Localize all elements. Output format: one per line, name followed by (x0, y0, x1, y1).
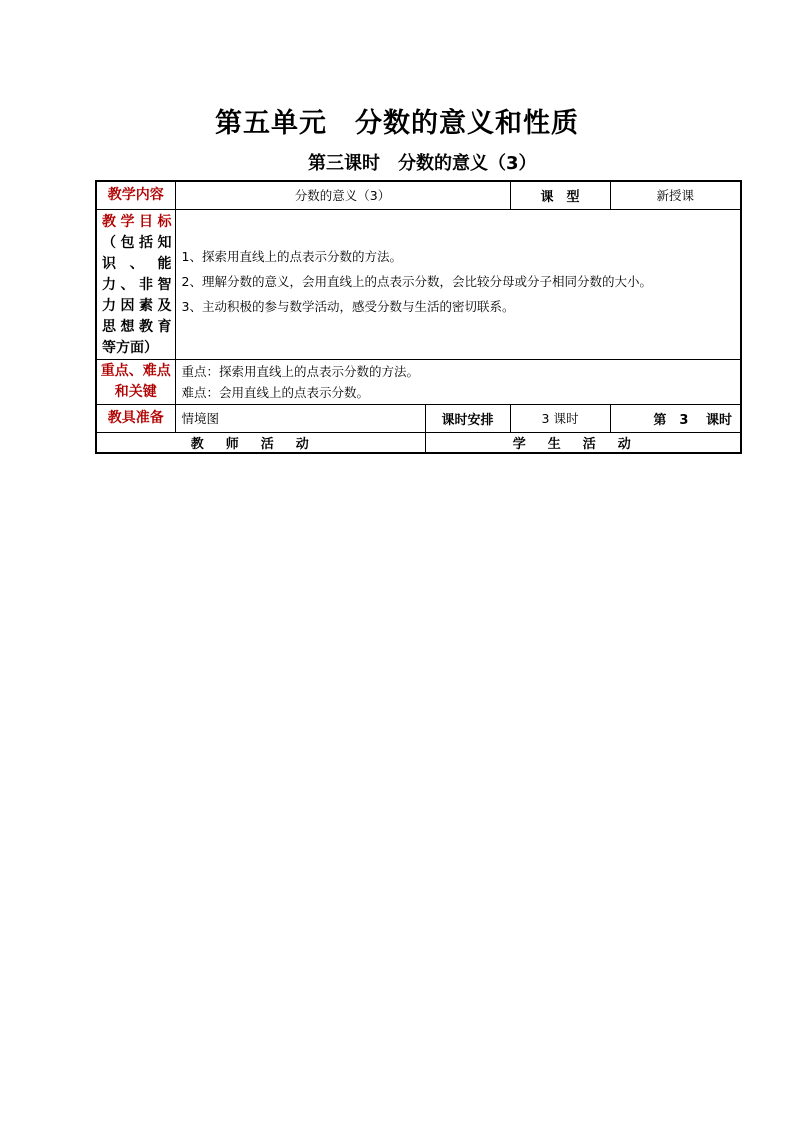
type-label: 课 型 (510, 181, 610, 209)
tools-label: 教具准备 (96, 404, 175, 432)
unit-title: 第五单元 分数的意义和性质 (215, 108, 579, 139)
goal-item: 3、主动积极的参与数学活动，感受分数与生活的密切联系。 (181, 298, 515, 314)
type-value: 新授课 (610, 181, 741, 209)
goals-row (96, 209, 741, 359)
schedule-value: 3 课时 (510, 404, 610, 432)
lesson-title: 第三课时 分数的意义（3） (308, 153, 537, 174)
tools-row (96, 404, 741, 432)
key-point: 难点：会用直线上的点表示分数。 (181, 384, 370, 400)
goals-list (175, 209, 741, 359)
teacher-activity-header: 教师活动 (96, 432, 425, 453)
content-value: 分数的意义（3） (175, 181, 510, 209)
goal-item: 2、理解分数的意义，会用直线上的点表示分数，会比较分母或分子相同分数的大小。 (181, 273, 652, 289)
lesson-number: 第 3 课时 (610, 404, 741, 432)
key-point: 重点：探索用直线上的点表示分数的方法。 (181, 363, 420, 379)
goals-label (96, 209, 175, 359)
key-row (96, 359, 741, 404)
goals-label-main: 教学目标 (102, 213, 172, 230)
schedule-label: 课时安排 (425, 404, 510, 432)
lesson-plan-table (95, 180, 742, 454)
tools-value: 情境图 (175, 404, 425, 432)
content-row (96, 181, 741, 209)
activity-header-row (96, 432, 741, 453)
goal-item: 1、探索用直线上的点表示分数的方法。 (181, 248, 402, 264)
key-label: 重点、难点和关键 (96, 359, 175, 404)
key-points (175, 359, 741, 404)
content-label: 教学内容 (96, 181, 175, 209)
student-activity-header: 学生活动 (425, 432, 741, 453)
goals-label-detail: （包括知识、能力、非智力因素及思想教育等方面） (102, 234, 172, 356)
